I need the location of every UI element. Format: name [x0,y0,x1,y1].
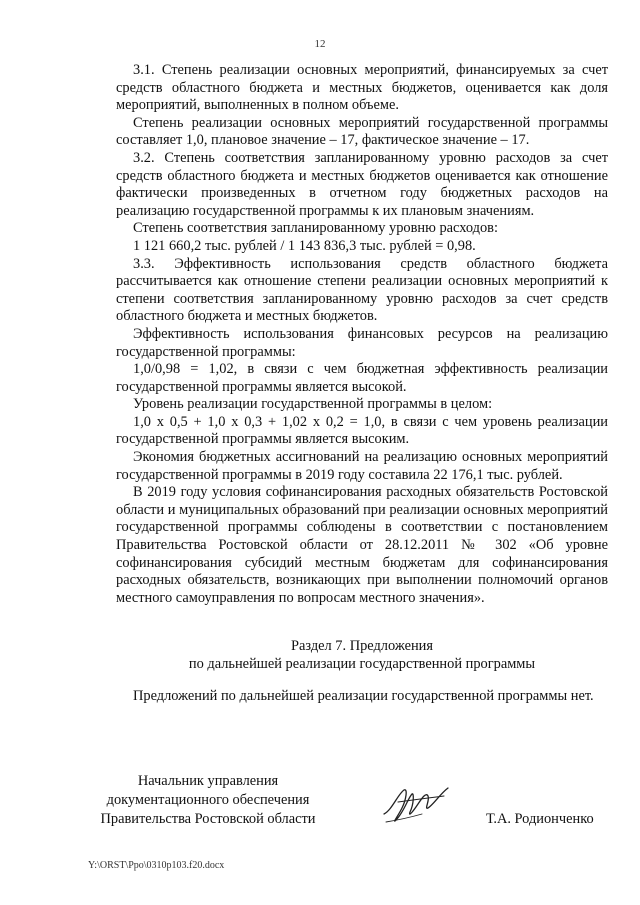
section-title-line1: Раздел 7. Предложения [291,638,433,654]
proposal-paragraph: Предложений по дальнейшей реализации государственной программы нет. [133,688,594,704]
paragraph: Уровень реализации государственной программы в целом: [133,396,493,413]
paragraph: 3.3. Эффективность использования средств областного бюджета рассчитывается как отношение степени реализации основных мероприятий к степени соответствия запланированному уровню расходов за счет средств областного бюджета и местных бюджетов. [116,255,608,325]
section-title-line2: по дальнейшей реализации государственной программы [188,656,536,672]
paragraph: 3.2. Степень соответствия запланированному уровню расходов за счет средств областного бюджета и местных бюджетов оценивается как отношение фактически произведенных в отчетном году бюджетных расходов на реализацию государственной программы к их плановым значениям. [116,149,608,219]
paragraph: Экономия бюджетных ассигнований на реализацию основных мероприятий государственной программы в 2019 году составила 22 176,1 тыс. рублей. [116,449,608,483]
signer-name: Т.А. Родионченко [486,811,594,827]
paragraph: Степень соответствия запланированному уровню расходов: [133,220,498,237]
paragraph: Эффективность использования финансовых ресурсов на реализацию государственной программы: [116,325,608,360]
paragraph: В 2019 году условия софинансирования расходных обязательств Ростовской области и муниципальных образований при реализации основных мероприятий государственной программы соблюдены в соответствии с постановлением Правительства Ростовской области от 28.12.2011 № 302 «Об уровне софинансирования субсидий местным бюджетам для софинансирования расходных обязательств, возникающих при выполнении полномочий органов местного самоуправления по вопросам местного значения». [116,484,608,606]
paragraph: 3.1. Степень реализации основных мероприятий, финансируемых за счет средств областного бюджета и местных бюджетов, оценивается как доля мероприятий, выполненных в полном объеме. [116,62,608,114]
paragraph: 1 121 660,2 тыс. рублей / 1 143 836,3 тыс. рублей = 0,98. [133,237,476,254]
handwritten-signature [378,780,464,830]
signer-position-line1: Начальник управления [137,773,279,789]
signer-position [92,772,324,829]
section-heading [116,637,608,673]
page-number: 12 [314,38,326,50]
signer-position-line2: документационного обеспечения [106,792,310,808]
file-path: Y:\ORST\Ppo\0310p103.f20.docx [88,860,225,871]
paragraph: Степень реализации основных мероприятий государственной программы составляет 1,0, плановое значение – 17, фактическое значение – 17. [116,114,608,149]
body-text [116,62,608,607]
paragraph: 1,0 х 0,5 + 1,0 х 0,3 + 1,02 х 0,2 = 1,0, в связи с чем уровень реализации государственной программы является высоким. [116,413,608,448]
paragraph: 1,0/0,98 = 1,02, в связи с чем бюджетная эффективность реализации государственной программы является высокой. [116,361,608,395]
signer-position-line3: Правительства Ростовской области [100,811,316,827]
